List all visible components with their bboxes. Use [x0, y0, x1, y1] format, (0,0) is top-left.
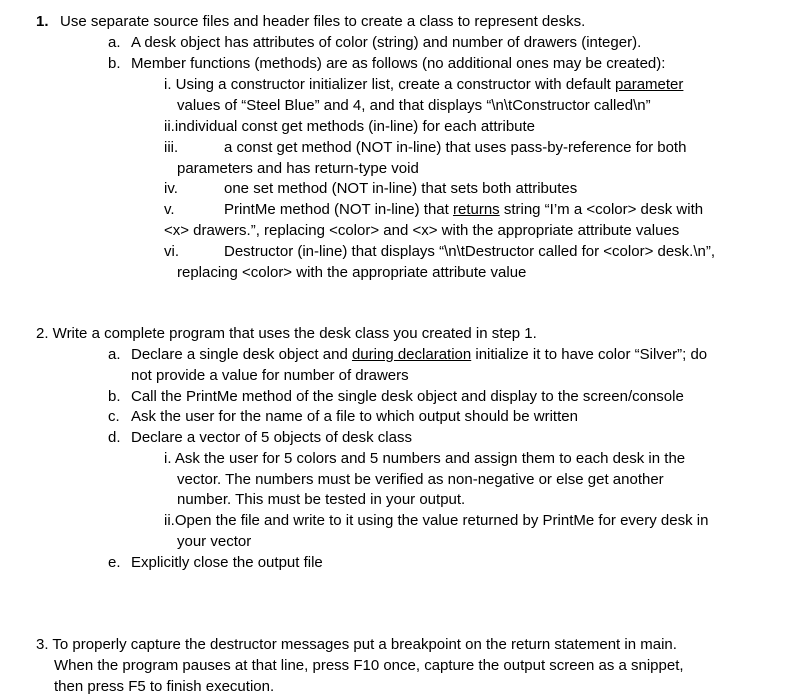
q1-title: Use separate source files and header files to create a class to represent desks.	[60, 13, 586, 30]
q2-a-post: initialize it to have color “Silver”; do	[471, 346, 708, 363]
q2-d-i-line1: i. Ask the user for 5 colors and 5 numbers and assign them to each desk in the	[164, 450, 686, 467]
q1-b-vi-line1: Destructor (in-line) that displays “\n\tDestructor called for <color> desk.\n”,	[224, 243, 716, 260]
q3-line1: 3. To properly capture the destructor messages put a breakpoint on the return statement in main.	[36, 636, 677, 653]
q1-a-text: A desk object has attributes of color (string) and number of drawers (integer).	[131, 34, 642, 51]
q1-b-v-marker: v.	[164, 201, 175, 218]
q1-a-marker: a.	[108, 34, 121, 51]
q1-b-i-line2: values of “Steel Blue” and 4, and that displays “\n\tConstructor called\n”	[177, 97, 651, 114]
q1-b-v-pre: PrintMe method (NOT in-line) that	[224, 201, 453, 218]
q3-line3: then press F5 to finish execution.	[54, 678, 275, 695]
q1-b-vi-marker: vi.	[164, 243, 179, 260]
q2-a-marker: a.	[108, 346, 121, 363]
q2-d-i-line3: number. This must be tested in your output.	[177, 491, 466, 508]
q2-d-text: Declare a vector of 5 objects of desk class	[131, 429, 412, 446]
q2-c-text: Ask the user for the name of a file to which output should be written	[131, 408, 578, 425]
q1-b-i-line1	[164, 76, 683, 94]
q2-e-text: Explicitly close the output file	[131, 554, 323, 571]
q1-b-iii-line1: a const get method (NOT in-line) that uses pass-by-reference for both	[224, 139, 687, 156]
q1-b-v-underlined: returns	[452, 201, 500, 218]
q2-a-underlined: during declaration	[351, 346, 472, 363]
q1-b-v-line2: <x> drawers.”, replacing <color> and <x> with the appropriate attribute values	[164, 222, 680, 239]
q2-title: 2. Write a complete program that uses the desk class you created in step 1.	[36, 325, 537, 342]
q1-number: 1.	[36, 13, 49, 30]
q2-b-marker: b.	[108, 388, 121, 405]
q2-a-line2: not provide a value for number of drawers	[131, 367, 409, 384]
q1-b-iv: one set method (NOT in-line) that sets both attributes	[224, 180, 578, 197]
q2-d-marker: d.	[108, 429, 121, 446]
q2-d-ii-line1: ii.Open the file and write to it using the value returned by PrintMe for every desk in	[164, 512, 709, 529]
q1-b-iii-marker: iii.	[164, 139, 179, 156]
q2-a-pre: Declare a single desk object and	[131, 346, 352, 363]
q2-d-i-line2: vector. The numbers must be verified as non-negative or else get another	[177, 471, 664, 488]
q2-e-marker: e.	[108, 554, 121, 571]
q1-b-ii: ii.individual const get methods (in-line) for each attribute	[164, 118, 536, 135]
q2-c-marker: c.	[108, 408, 120, 425]
q2-b-text: Call the PrintMe method of the single desk object and display to the screen/console	[131, 388, 684, 405]
q1-b-v-post: string “I’m a <color> desk with	[499, 201, 704, 218]
q1-b-marker: b.	[108, 55, 121, 72]
q1-b-i-text: i. Using a constructor initializer list, create a constructor with default	[164, 76, 616, 93]
q1-b-vi-line2: replacing <color> with the appropriate attribute value	[177, 264, 527, 281]
q1-b-iii-line2: parameters and has return-type void	[177, 160, 419, 177]
q3-line2: When the program pauses at that line, press F10 once, capture the output screen as a snippet,	[54, 657, 684, 674]
q2-d-ii-line2: your vector	[177, 533, 252, 550]
q1-b-text: Member functions (methods) are as follows (no additional ones may be created):	[131, 55, 666, 72]
q1-b-iv-marker: iv.	[164, 180, 178, 197]
q2-a-line1	[131, 346, 707, 364]
q1-b-v-line1	[224, 201, 703, 219]
q1-b-i-underlined: parameter	[615, 76, 684, 93]
